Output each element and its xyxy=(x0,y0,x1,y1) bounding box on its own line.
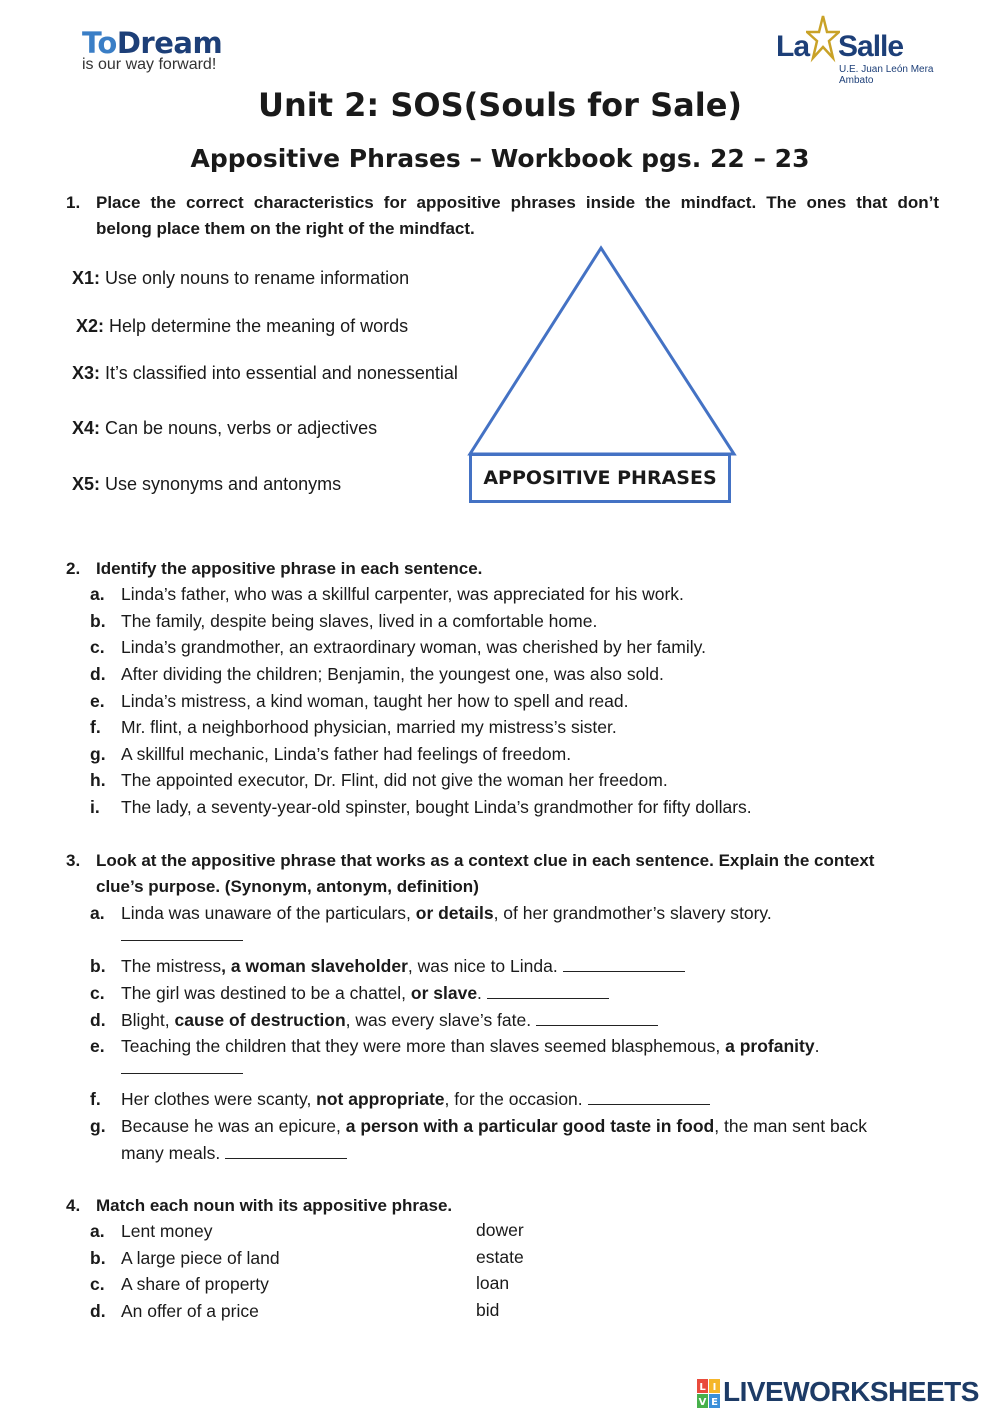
item-text: Linda’s father, who was a skillful carpenter, was appreciated for his work. xyxy=(121,584,684,604)
item-clue: or details xyxy=(415,903,494,923)
answer-blank[interactable] xyxy=(121,922,243,948)
logo-dream: Dream xyxy=(116,26,223,60)
x5-key: X5: xyxy=(72,474,101,494)
item-letter: g. xyxy=(90,1116,106,1136)
question-2-prompt: Identify the appositive phrase in each sentence. xyxy=(96,559,483,578)
list-item xyxy=(90,661,664,687)
list-item xyxy=(90,741,571,767)
school-city: Ambato xyxy=(839,75,874,86)
question-3-line2: clue’s purpose. (Synonym, antonym, definition) xyxy=(96,877,479,896)
list-item xyxy=(90,581,684,607)
item-text: , of her grandmother’s slavery story. xyxy=(493,903,772,923)
question-number: 3. xyxy=(66,851,81,870)
list-item xyxy=(90,634,706,660)
item-text: . xyxy=(477,983,487,1003)
liveworksheets-text: LIVEWORKSHEETS xyxy=(723,1376,979,1407)
match-phrase[interactable] xyxy=(90,1245,280,1271)
x5-text: Use synonyms and antonyms xyxy=(100,474,342,494)
item-text: The lady, a seventy-year-old spinster, bought Linda’s grandmother for fifty dollars. xyxy=(121,797,752,817)
item-text: After dividing the children; Benjamin, the youngest one, was also sold. xyxy=(121,664,664,684)
logo-la: La xyxy=(776,30,810,63)
mindfact-triangle[interactable] xyxy=(466,244,738,458)
appositive-phrases-box: APPOSITIVE PHRASES xyxy=(469,453,731,503)
todream-logo xyxy=(82,28,222,74)
item-clue: or slave xyxy=(410,983,478,1003)
liveworksheets-logo xyxy=(697,1375,997,1411)
item-letter: b. xyxy=(90,1248,106,1268)
characteristic-x5[interactable] xyxy=(72,474,341,495)
item-text: Teaching the children that they were more than slaves seemed blasphemous, xyxy=(121,1036,726,1056)
match-phrase[interactable] xyxy=(90,1218,212,1244)
x1-key: X1: xyxy=(72,268,101,288)
list-item xyxy=(90,688,628,714)
item-text: Blight, xyxy=(121,1010,175,1030)
question-number: 1. xyxy=(66,193,81,212)
x2-key: X2: xyxy=(76,316,105,336)
match-noun[interactable]: estate xyxy=(476,1247,524,1267)
list-item xyxy=(90,608,597,634)
item-letter: h. xyxy=(90,770,106,790)
match-noun[interactable]: dower xyxy=(476,1220,524,1240)
item-clue: cause of destruction xyxy=(174,1010,346,1030)
lasalle-logo xyxy=(776,14,946,84)
answer-line[interactable] xyxy=(563,957,685,972)
logo-school xyxy=(839,64,934,86)
logo-salle: Salle xyxy=(838,30,904,63)
list-item xyxy=(90,767,668,793)
answer-line[interactable] xyxy=(536,1011,658,1026)
item-letter: b. xyxy=(90,611,106,631)
question-4-prompt: Match each noun with its appositive phrase. xyxy=(96,1196,453,1215)
svg-text:L: L xyxy=(699,1382,706,1393)
list-item xyxy=(90,1086,710,1112)
item-text: An offer of a price xyxy=(121,1301,259,1321)
match-phrase[interactable] xyxy=(90,1271,269,1297)
item-text: , the man sent back xyxy=(714,1116,867,1136)
characteristic-x3[interactable] xyxy=(72,363,458,384)
x4-key: X4: xyxy=(72,418,101,438)
answer-line[interactable] xyxy=(487,984,609,999)
list-item xyxy=(90,953,685,979)
answer-line[interactable] xyxy=(121,1059,243,1074)
item-text: The girl was destined to be a chattel, xyxy=(121,983,411,1003)
school-name: U.E. Juan León Mera xyxy=(839,64,934,75)
item-clue: a profanity xyxy=(725,1036,815,1056)
item-clue: a person with a particular good taste in food xyxy=(345,1116,715,1136)
item-letter: d. xyxy=(90,664,106,684)
item-letter: b. xyxy=(90,956,106,976)
list-item xyxy=(90,794,752,820)
item-text: Because he was an epicure, xyxy=(121,1116,346,1136)
svg-text:E: E xyxy=(711,1397,718,1408)
characteristic-x2[interactable] xyxy=(76,316,408,337)
answer-line[interactable] xyxy=(588,1090,710,1105)
item-letter: c. xyxy=(90,1274,105,1294)
question-3-line1: Look at the appositive phrase that works as a context clue in each sentence. Explain the context xyxy=(96,851,875,870)
item-text: Mr. flint, a neighborhood physician, married my mistress’s sister. xyxy=(121,717,617,737)
item-letter: i. xyxy=(90,797,100,817)
question-number: 4. xyxy=(66,1196,81,1215)
item-text: A large piece of land xyxy=(121,1248,280,1268)
item-letter: a. xyxy=(90,584,105,604)
x1-text: Use only nouns to rename information xyxy=(100,268,410,288)
match-phrase[interactable] xyxy=(90,1298,259,1324)
item-letter: d. xyxy=(90,1301,106,1321)
list-item xyxy=(90,1007,658,1033)
item-clue: not appropriate xyxy=(316,1089,445,1109)
item-text: Lent money xyxy=(121,1221,213,1241)
page-subtitle: Appositive Phrases – Workbook pgs. 22 – 23 xyxy=(190,144,810,173)
item-text: , for the occasion. xyxy=(444,1089,588,1109)
characteristic-x4[interactable] xyxy=(72,418,377,439)
item-letter: e. xyxy=(90,691,105,711)
x4-text: Can be nouns, verbs or adjectives xyxy=(100,418,378,438)
item-letter: c. xyxy=(90,637,105,657)
item-letter: f. xyxy=(90,1089,101,1109)
item-letter: a. xyxy=(90,903,105,923)
item-clue: , a woman slaveholder xyxy=(221,956,408,976)
x3-text: It’s classified into essential and nonessential xyxy=(100,363,458,383)
item-text: many meals. xyxy=(121,1143,226,1163)
item-text: The family, despite being slaves, lived in a comfortable home. xyxy=(121,611,598,631)
characteristic-x1[interactable] xyxy=(72,268,409,289)
logo-tagline: is our way forward! xyxy=(82,56,217,73)
list-item-continued xyxy=(121,1140,347,1166)
answer-line[interactable] xyxy=(121,926,243,941)
item-text: Her clothes were scanty, xyxy=(121,1089,317,1109)
x3-key: X3: xyxy=(72,363,101,383)
list-item xyxy=(90,1113,867,1139)
logo-to: To xyxy=(82,26,117,60)
item-text: A skillful mechanic, Linda’s father had feelings of freedom. xyxy=(121,744,572,764)
match-noun[interactable]: bid xyxy=(476,1300,500,1320)
list-item xyxy=(90,980,609,1006)
item-text: . xyxy=(814,1036,820,1056)
item-text: , was nice to Linda. xyxy=(407,956,563,976)
item-letter: d. xyxy=(90,1010,106,1030)
list-item xyxy=(90,714,617,740)
item-text: The mistress xyxy=(121,956,222,976)
star-icon xyxy=(806,14,840,64)
svg-text:V: V xyxy=(698,1397,707,1408)
item-text: Linda’s mistress, a kind woman, taught her how to spell and read. xyxy=(121,691,629,711)
page-title: Unit 2: SOS(Souls for Sale) xyxy=(257,86,743,124)
svg-text:I: I xyxy=(712,1382,717,1393)
question-number: 2. xyxy=(66,559,81,578)
answer-blank[interactable] xyxy=(121,1055,243,1081)
item-text: Linda was unaware of the particulars, xyxy=(121,903,416,923)
question-1-line2: belong place them on the right of the mindfact. xyxy=(96,219,475,238)
item-text: Linda’s grandmother, an extraordinary woman, was cherished by her family. xyxy=(121,637,706,657)
item-letter: f. xyxy=(90,717,101,737)
item-text: The appointed executor, Dr. Flint, did not give the woman her freedom. xyxy=(121,770,668,790)
match-noun[interactable]: loan xyxy=(476,1273,510,1293)
item-letter: g. xyxy=(90,744,106,764)
item-letter: a. xyxy=(90,1221,105,1241)
item-text: A share of property xyxy=(121,1274,269,1294)
liveworksheets-badge-icon xyxy=(697,1379,721,1409)
item-letter: c. xyxy=(90,983,105,1003)
x2-text: Help determine the meaning of words xyxy=(104,316,409,336)
answer-line[interactable] xyxy=(225,1144,347,1159)
item-letter: e. xyxy=(90,1036,105,1056)
question-1-line1: Place the correct characteristics for appositive phrases inside the mindfact. The ones that don’t xyxy=(96,193,939,212)
item-text: , was every slave’s fate. xyxy=(345,1010,536,1030)
